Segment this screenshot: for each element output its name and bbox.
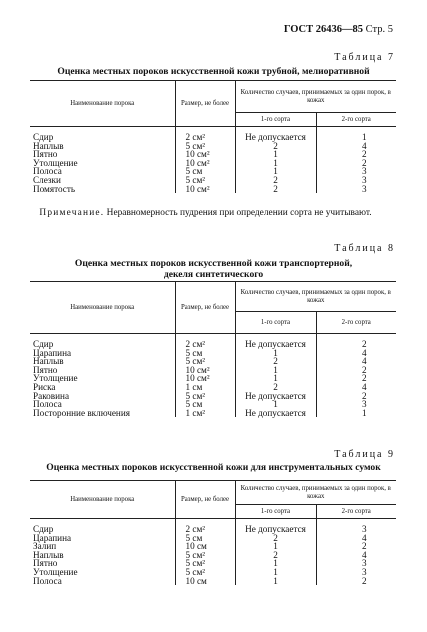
defect-name: Пятно xyxy=(30,150,175,159)
title-line: Оценка местных пороков искусственной кожи транспортерной, xyxy=(74,258,353,269)
grade-2-count: 4 xyxy=(361,347,367,358)
grade-2-count: 4 xyxy=(361,356,367,367)
grade-1-count: 2 xyxy=(235,534,316,543)
header-count: Количество случаев, принимаемых за один порок, в кожах xyxy=(235,481,396,505)
table-row xyxy=(30,167,396,176)
header-size: Размер, не более xyxy=(175,481,235,519)
defect-size: 5 см² xyxy=(175,142,235,151)
grade-2-count: 2 xyxy=(361,575,367,586)
table-7-note xyxy=(30,208,396,220)
grade-1-count: 1 xyxy=(235,577,316,586)
defect-size: 10 см² xyxy=(175,159,235,168)
table-8-label: Таблица 8 xyxy=(334,243,395,254)
defect-name: Полоса xyxy=(30,400,175,409)
table-row xyxy=(30,357,396,366)
table-row xyxy=(30,334,396,349)
defect-size: 10 см² xyxy=(175,150,235,159)
defect-name: Наплыв xyxy=(30,142,175,151)
grade-2-count: 2 xyxy=(361,157,367,168)
table-row xyxy=(30,185,396,194)
header-size: Размер, не более xyxy=(175,282,235,334)
grade-2-count: 3 xyxy=(361,566,367,577)
defect-size: 2 см² xyxy=(175,127,235,142)
defect-size: 10 см² xyxy=(175,185,235,194)
table-7-label: Таблица 7 xyxy=(334,52,395,63)
standard-number: ГОСТ 26436—85 xyxy=(283,24,364,35)
grade-2-count: 3 xyxy=(361,524,367,534)
note-label: Примечание. xyxy=(39,208,105,218)
grade-2-count: 4 xyxy=(361,549,367,560)
defect-name: Полоса xyxy=(30,167,175,176)
defect-size: 5 см² xyxy=(175,568,235,577)
defect-name: Утолщение xyxy=(30,374,175,383)
grade-2-count: 1 xyxy=(361,407,367,418)
defect-size: 5 см xyxy=(175,400,235,409)
grade-1-count: 2 xyxy=(235,383,316,392)
defect-name: Полоса xyxy=(30,577,175,586)
defect-name: Утолщение xyxy=(30,568,175,577)
grade-2-count: 2 xyxy=(361,390,367,401)
defect-name: Наплыв xyxy=(30,551,175,560)
header-grade-1: 1-го сорта xyxy=(235,505,316,519)
defect-size: 10 см xyxy=(175,577,235,586)
title-line: декеля синтетического xyxy=(163,269,264,280)
defect-name: Сдир xyxy=(30,334,175,349)
grade-1-count: 1 xyxy=(235,400,316,409)
grade-1-count: 1 xyxy=(235,150,316,159)
table-row xyxy=(30,534,396,543)
defect-size: 10 см² xyxy=(175,366,235,375)
table-row xyxy=(30,409,396,418)
table-row xyxy=(30,551,396,560)
table-row xyxy=(30,349,396,358)
grade-2-count: 4 xyxy=(361,140,367,151)
defect-name: Царапина xyxy=(30,349,175,358)
table-9 xyxy=(30,480,396,585)
table-9-title xyxy=(0,462,427,473)
defect-size: 5 см² xyxy=(175,559,235,568)
title-line: Оценка местных пороков искусственной кожи трубной, мелиоративной xyxy=(57,66,370,77)
header-grade-1: 1-го сорта xyxy=(235,312,316,334)
grade-1-count: Не допускается xyxy=(235,392,316,401)
grade-2-count: 2 xyxy=(361,373,367,384)
header-name: Наименование порока xyxy=(30,81,175,127)
grade-1-count: 1 xyxy=(235,167,316,176)
table-8 xyxy=(30,281,396,417)
grade-2-count: 2 xyxy=(361,541,367,552)
grade-1-count: 2 xyxy=(235,551,316,560)
header-grade-2: 2-го сорта xyxy=(316,113,396,127)
grade-2-count: 3 xyxy=(361,166,367,177)
grade-1-count: 2 xyxy=(235,176,316,185)
defect-size: 1 см² xyxy=(175,409,235,418)
header-count: Количество случаев, принимаемых за один порок, в кожах xyxy=(235,282,396,312)
table-row xyxy=(30,519,396,534)
table-row xyxy=(30,150,396,159)
table-row xyxy=(30,127,396,142)
grade-2-count: 2 xyxy=(361,339,367,349)
header-grade-2: 2-го сорта xyxy=(316,505,396,519)
table-8-title xyxy=(0,258,427,280)
grade-1-count: 2 xyxy=(235,142,316,151)
header-name: Наименование порока xyxy=(30,282,175,334)
defect-name: Залип xyxy=(30,542,175,551)
table-row xyxy=(30,366,396,375)
grade-1-count: 1 xyxy=(235,374,316,383)
defect-name: Сдир xyxy=(30,519,175,534)
defect-size: 10 см xyxy=(175,542,235,551)
page-number: Стр. 5 xyxy=(365,24,393,35)
table-row xyxy=(30,559,396,568)
grade-1-count: 1 xyxy=(235,542,316,551)
defect-name: Риска xyxy=(30,383,175,392)
grade-1-count: 1 xyxy=(235,559,316,568)
defect-size: 5 см xyxy=(175,534,235,543)
grade-1-count: 1 xyxy=(235,349,316,358)
header-grade-2: 2-го сорта xyxy=(316,312,396,334)
table-row xyxy=(30,374,396,383)
grade-1-count: 1 xyxy=(235,366,316,375)
grade-1-count: 2 xyxy=(235,185,316,194)
grade-2-count: 3 xyxy=(361,399,367,410)
grade-2-count: 4 xyxy=(361,381,367,392)
defect-name: Утолщение xyxy=(30,159,175,168)
table-7 xyxy=(30,80,396,193)
defect-size: 2 см² xyxy=(175,334,235,349)
table-row xyxy=(30,176,396,185)
table-row xyxy=(30,542,396,551)
grade-1-count: Не допускается xyxy=(235,334,316,349)
defect-size: 2 см² xyxy=(175,519,235,534)
table-row xyxy=(30,142,396,151)
defect-name: Пятно xyxy=(30,559,175,568)
title-line: Оценка местных пороков искусственной кожи для инструментальных сумок xyxy=(46,462,381,473)
grade-1-count: 1 xyxy=(235,568,316,577)
defect-size: 5 см² xyxy=(175,176,235,185)
defect-size: 5 см xyxy=(175,349,235,358)
grade-1-count: Не допускается xyxy=(235,519,316,534)
grade-2-count: 2 xyxy=(361,364,367,375)
grade-2-count: 3 xyxy=(361,174,367,185)
defect-size: 5 см² xyxy=(175,357,235,366)
defect-name: Слезки xyxy=(30,176,175,185)
grade-2-count: 3 xyxy=(361,183,367,194)
defect-name: Помятость xyxy=(30,185,175,194)
header-count: Количество случаев, принимаемых за один порок, в кожах xyxy=(235,81,396,113)
grade-1-count: 2 xyxy=(235,357,316,366)
defect-name: Посторонние включения xyxy=(30,409,175,418)
grade-2-count: 4 xyxy=(361,532,367,543)
grade-2-count: 2 xyxy=(361,149,367,160)
table-row xyxy=(30,568,396,577)
grade-2-count: 3 xyxy=(361,558,367,569)
grade-1-count: 1 xyxy=(235,159,316,168)
table-row xyxy=(30,577,396,586)
grade-1-count: Не допускается xyxy=(235,409,316,418)
header-size: Размер, не более xyxy=(175,81,235,127)
table-9-label: Таблица 9 xyxy=(334,449,395,460)
header-grade-1: 1-го сорта xyxy=(235,113,316,127)
defect-size: 1 см xyxy=(175,383,235,392)
table-row xyxy=(30,159,396,168)
note-text: Неравномерность пудрения при определении сорта не учитывают. xyxy=(106,208,372,218)
defect-name: Раковина xyxy=(30,392,175,401)
defect-size: 5 см² xyxy=(175,392,235,401)
defect-size: 5 см² xyxy=(175,551,235,560)
grade-2-count: 1 xyxy=(361,132,367,142)
defect-name: Сдир xyxy=(30,127,175,142)
defect-name: Пятно xyxy=(30,366,175,375)
header-name: Наименование порока xyxy=(30,481,175,519)
table-row xyxy=(30,392,396,401)
grade-1-count: Не допускается xyxy=(235,127,316,142)
defect-size: 5 см xyxy=(175,167,235,176)
table-7-title xyxy=(0,66,427,77)
page-header xyxy=(284,24,393,35)
defect-name: Наплыв xyxy=(30,357,175,366)
defect-name: Царапина xyxy=(30,534,175,543)
defect-size: 10 см² xyxy=(175,374,235,383)
table-row xyxy=(30,383,396,392)
